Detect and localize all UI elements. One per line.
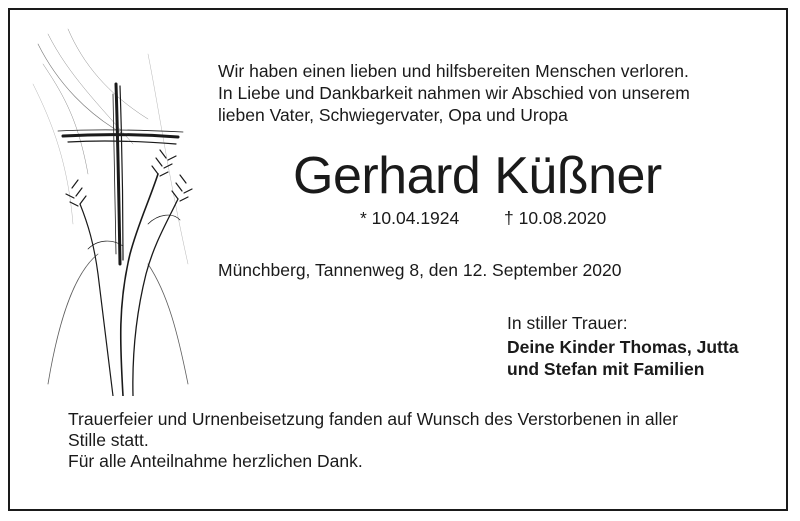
intro-line: lieben Vater, Schwiegervater, Opa und Uropa — [218, 105, 568, 125]
deceased-name: Gerhard Küßner — [293, 147, 662, 205]
obituary-frame — [8, 8, 788, 511]
mourners-line: Deine Kinder Thomas, Jutta — [507, 337, 739, 357]
intro-line: Wir haben einen lieben und hilfsbereiten Menschen verloren. — [218, 61, 689, 81]
intro-text — [218, 60, 690, 126]
footer-line: Trauerfeier und Urnenbeisetzung fanden auf Wunsch des Verstorbenen in aller — [68, 409, 678, 429]
place-and-date: Münchberg, Tannenweg 8, den 12. September 2020 — [218, 260, 622, 280]
mourners-line: und Stefan mit Familien — [507, 359, 705, 379]
intro-line: In Liebe und Dankbarkeit nahmen wir Abschied von unserem — [218, 83, 690, 103]
mourning-intro: In stiller Trauer: — [507, 313, 628, 333]
footer-line: Stille statt. — [68, 430, 149, 450]
footer-line: Für alle Anteilnahme herzlichen Dank. — [68, 451, 363, 471]
birth-date: * 10.04.1924 — [360, 208, 460, 228]
mourners — [507, 336, 738, 380]
cross-with-wheat-icon — [28, 24, 203, 396]
death-date: † 10.08.2020 — [504, 208, 607, 228]
footer-text — [68, 409, 678, 472]
